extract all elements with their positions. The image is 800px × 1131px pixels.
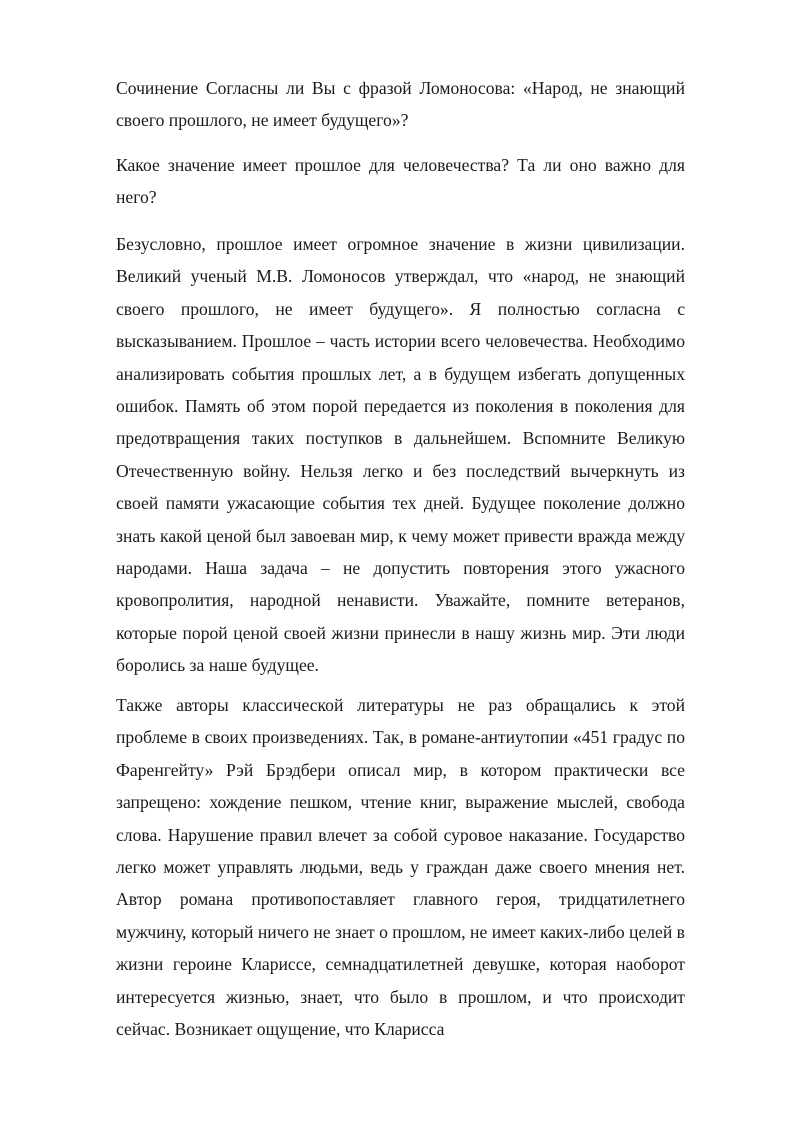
essay-title: Сочинение Согласны ли Вы с фразой Ломоносова: «Народ, не знающий своего прошлого, не имеет будущего»? — [116, 78, 685, 131]
body-paragraph: Безусловно, прошлое имеет огромное значение в жизни цивилизации. Великий ученый М.В. Ломоносов утверждал, что «народ, не знающий своего прошлого, не имеет будущего». Я полностью согласна с высказыванием. Прошлое – часть истории всего человечества. Необходимо анализировать события прошлых лет, а в будущем избегать допущенных ошибок. Память об этом порой передается из поколения в поколения для предотвращения таких поступков в дальнейшем. Вспомните Великую Отечественную войну. Нельзя легко и без последствий вычеркнуть из своей памяти ужасающие события тех дней. Будущее поколение должно знать какой ценой был завоеван мир, к чему может привести вражда между народами. Наша задача – не допустить повторения этого ужасного кровопролития, народной ненависти. Уважайте, помните ветеранов, которые порой ценой своей жизни принесли в нашу жизнь мир. Эти люди боролись за наше будущее. — [116, 234, 685, 676]
body-paragraph: Также авторы классической литературы не раз обращались к этой проблеме в своих произведениях. Так, в романе-антиутопии «451 градус по Фаренгейту» Рэй Брэдбери описал мир, в котором практически все запрещено: хождение пешком, чтение книг, выражение мыслей, свобода слова. Нарушение правил влечет за собой суровое наказание. Государство легко может управлять людьми, ведь у граждан даже своего мнения нет. Автор романа противопоставляет главного героя, тридцатилетнего мужчину, который ничего не знает о прошлом, не имеет каких-либо целей в жизни героине Клариссе, семнадцатилетней девушке, которая наоборот интересуется жизнью, знает, что было в прошлом, и что происходит сейчас. Возникает ощущение, что Кларисса — [116, 695, 685, 1040]
essay-question: Какое значение имеет прошлое для человечества? Та ли оно важно для него? — [116, 155, 685, 208]
